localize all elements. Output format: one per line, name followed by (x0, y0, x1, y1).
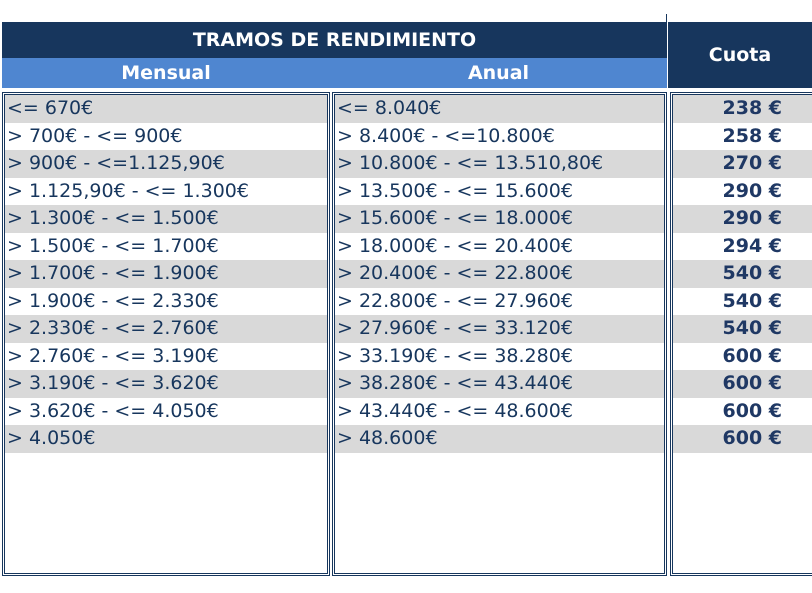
mensual-column (2, 92, 330, 576)
table-cell-mensual: > 1.125,90€ - <= 1.300€ (7, 179, 249, 202)
column-header-mensual: Mensual (2, 58, 330, 88)
table-cell-anual: > 8.400€ - <=10.800€ (337, 124, 555, 147)
table-cell-anual: > 27.960€ - <= 33.120€ (335, 315, 664, 343)
table-cell-mensual: > 1.300€ - <= 1.500€ (5, 205, 327, 233)
cuota-column (670, 92, 812, 576)
table-cell-cuota: 290 € (673, 205, 812, 233)
table-cell-cuota: 600 € (722, 344, 782, 367)
table-cell-cuota: 294 € (722, 234, 782, 257)
table-cell-cuota: 600 € (673, 370, 812, 398)
table-cell-cuota: 258 € (722, 124, 782, 147)
table-cell-anual: > 43.440€ - <= 48.600€ (337, 399, 573, 422)
table-cell-mensual: > 3.620€ - <= 4.050€ (7, 399, 219, 422)
table-cell-anual: > 13.500€ - <= 15.600€ (337, 179, 573, 202)
table-cell-cuota: 600 € (673, 425, 812, 453)
table-cell-cuota: 270 € (673, 150, 812, 178)
table-cell-anual: > 33.190€ - <= 38.280€ (337, 344, 573, 367)
table-cell-mensual: > 1.900€ - <= 2.330€ (7, 289, 219, 312)
table-cell-cuota: 540 € (673, 260, 812, 288)
table-cell-mensual: > 1.700€ - <= 1.900€ (5, 260, 327, 288)
anual-column (332, 92, 667, 576)
table-cell-anual: > 48.600€ (335, 425, 664, 453)
table-cell-mensual: > 1.500€ - <= 1.700€ (7, 234, 219, 257)
table-cell-anual: > 15.600€ - <= 18.000€ (335, 205, 664, 233)
table-cell-mensual: > 700€ - <= 900€ (7, 124, 183, 147)
header-divider (666, 14, 667, 22)
table-cell-anual: > 18.000€ - <= 20.400€ (337, 234, 573, 257)
table-cell-mensual: > 2.330€ - <= 2.760€ (5, 315, 327, 343)
column-header-cuota: Cuota (668, 22, 812, 88)
table-cell-anual: > 22.800€ - <= 27.960€ (337, 289, 573, 312)
table-cell-mensual: > 900€ - <=1.125,90€ (5, 150, 327, 178)
table-cell-cuota: 540 € (673, 315, 812, 343)
column-header-anual: Anual (330, 58, 667, 88)
table-cell-cuota: 600 € (722, 399, 782, 422)
table-cell-mensual: <= 670€ (5, 95, 327, 123)
table-header-title: TRAMOS DE RENDIMIENTO (2, 22, 667, 58)
table-cell-anual: <= 8.040€ (335, 95, 664, 123)
table-cell-cuota: 290 € (722, 179, 782, 202)
table-cell-anual: > 10.800€ - <= 13.510,80€ (335, 150, 664, 178)
table-cell-cuota: 540 € (722, 289, 782, 312)
table-cell-cuota: 238 € (673, 95, 812, 123)
table-cell-anual: > 20.400€ - <= 22.800€ (335, 260, 664, 288)
table-cell-mensual: > 2.760€ - <= 3.190€ (7, 344, 219, 367)
table-cell-mensual: > 3.190€ - <= 3.620€ (5, 370, 327, 398)
table-cell-anual: > 38.280€ - <= 43.440€ (335, 370, 664, 398)
table-cell-mensual: > 4.050€ (5, 425, 327, 453)
